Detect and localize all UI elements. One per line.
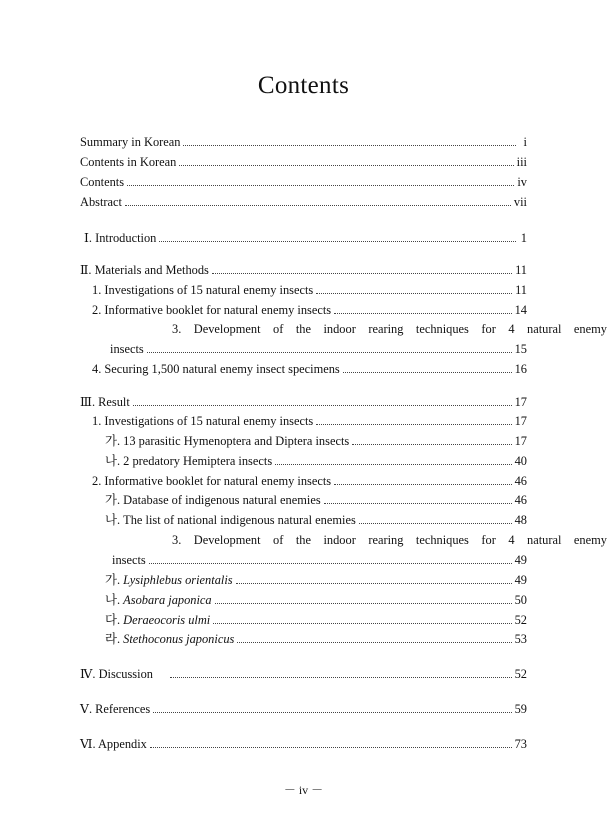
toc-page: 11 (515, 263, 527, 277)
toc-label: 가. 13 parasitic Hymenoptera and Diptera insects (105, 434, 350, 448)
toc-label: Contents (80, 175, 125, 189)
toc-label: 1. Investigations of 15 natural enemy insects (92, 414, 314, 428)
toc-page: 53 (514, 632, 527, 646)
toc-label: 2. Informative booklet for natural enemy insects (92, 474, 332, 488)
toc-page: 46 (514, 474, 527, 488)
toc-label: 다. Deraeocoris ulmi (105, 613, 211, 627)
toc-entry[interactable] (80, 135, 527, 150)
toc-word: techniques (415, 322, 469, 336)
toc-word: natural (527, 533, 562, 547)
toc-entry[interactable] (80, 175, 527, 190)
toc-entry-line1[interactable] (172, 533, 607, 548)
toc-page: 52 (514, 667, 527, 681)
toc-page: iii (516, 155, 527, 169)
toc-label: Ⅲ. Result (80, 395, 130, 409)
toc-subentry[interactable] (105, 513, 527, 528)
toc-word: 3. (172, 322, 182, 336)
toc-word: Development (193, 533, 261, 547)
toc-label: Ⅳ. Discussion (80, 667, 153, 681)
toc-page: 40 (514, 454, 527, 468)
toc-subentry[interactable] (105, 434, 527, 449)
toc-subentry[interactable] (105, 454, 527, 469)
toc-label: Ⅵ. Appendix (80, 737, 147, 751)
toc-word: techniques (415, 533, 469, 547)
toc-page: 48 (514, 513, 527, 527)
toc-label: Ⅰ. Introduction (84, 231, 157, 245)
toc-entry[interactable] (92, 474, 527, 489)
toc-label: 가. Database of indigenous natural enemies (105, 493, 321, 507)
toc-page: 17 (514, 395, 527, 409)
toc-label: 나. The list of national indigenous natural enemies (105, 513, 356, 527)
toc-label: 가. Lysiphlebus orientalis (105, 573, 233, 587)
toc-entry-line2[interactable] (112, 553, 527, 568)
toc-page: 59 (514, 702, 527, 716)
toc-page: iv (517, 175, 527, 189)
toc-label: Abstract (80, 195, 122, 209)
toc-entry-line2[interactable] (110, 342, 527, 357)
toc-label: 2. Informative booklet for natural enemy insects (92, 303, 332, 317)
toc-label: Ⅴ. References (80, 702, 151, 716)
toc-page: 49 (514, 573, 527, 587)
toc-entry[interactable] (92, 414, 527, 429)
toc-page: 1 (520, 231, 527, 245)
toc-subentry[interactable] (105, 593, 527, 608)
toc-chapter-result[interactable] (80, 395, 527, 410)
toc-chapter-methods[interactable] (80, 263, 527, 278)
toc-label: Ⅱ. Materials and Methods (80, 263, 209, 277)
toc-page: 11 (515, 283, 527, 297)
toc-chapter-appendix[interactable] (80, 737, 527, 752)
toc-entry[interactable] (92, 303, 527, 318)
toc-word: rearing (368, 533, 404, 547)
toc-label: 라. Stethoconus japonicus (105, 632, 235, 646)
toc-subentry[interactable] (105, 573, 527, 588)
toc-page: 14 (514, 303, 527, 317)
toc-label: 나. Asobara japonica (105, 593, 212, 607)
toc-page: 50 (514, 593, 527, 607)
toc-word: of (273, 533, 284, 547)
toc-word: 4 (508, 533, 515, 547)
toc-word: for (481, 322, 496, 336)
toc-page: 17 (514, 434, 527, 448)
toc-label: 나. 2 predatory Hemiptera insects (105, 454, 273, 468)
toc-label: Summary in Korean (80, 135, 181, 149)
toc-entry-line1[interactable] (172, 322, 607, 337)
toc-entry[interactable] (80, 195, 527, 210)
page-number: － iv － (283, 783, 324, 797)
toc-label: insects (112, 553, 146, 567)
toc-page: 16 (514, 362, 527, 376)
toc-word: natural (527, 322, 562, 336)
toc-page: 49 (514, 553, 527, 567)
toc-page: 46 (514, 493, 527, 507)
toc-word: enemy (573, 533, 607, 547)
page-title: Contents (257, 72, 350, 99)
toc-label: 1. Investigations of 15 natural enemy insects (92, 283, 314, 297)
toc-entry[interactable] (92, 283, 527, 298)
toc-word: of (273, 322, 284, 336)
toc-label: 4. Securing 1,500 natural enemy insect specimens (92, 362, 340, 376)
toc-page: 52 (514, 613, 527, 627)
toc-page: 73 (514, 737, 527, 751)
toc-chapter-discussion[interactable] (80, 667, 527, 682)
toc-word: the (295, 533, 311, 547)
toc-word: indoor (323, 533, 356, 547)
toc-word: rearing (368, 322, 404, 336)
toc-entry[interactable] (92, 362, 527, 377)
toc-word: the (295, 322, 311, 336)
toc-entry[interactable] (80, 155, 527, 170)
toc-word: enemy (573, 322, 607, 336)
toc-chapter-references[interactable] (80, 702, 527, 717)
toc-page: 17 (514, 414, 527, 428)
toc-subentry[interactable] (105, 632, 527, 647)
toc-label: Contents in Korean (80, 155, 177, 169)
toc-label: insects (110, 342, 144, 356)
toc-page: vii (513, 195, 527, 209)
toc-word: 4 (508, 322, 515, 336)
toc-word: Development (193, 322, 261, 336)
toc-page: 15 (514, 342, 527, 356)
toc-word: 3. (172, 533, 182, 547)
toc-subentry[interactable] (105, 493, 527, 508)
toc-subentry[interactable] (105, 613, 527, 628)
toc-word: for (481, 533, 496, 547)
toc-page: i (523, 135, 527, 149)
toc-chapter-introduction[interactable] (84, 231, 527, 246)
toc-word: indoor (323, 322, 356, 336)
